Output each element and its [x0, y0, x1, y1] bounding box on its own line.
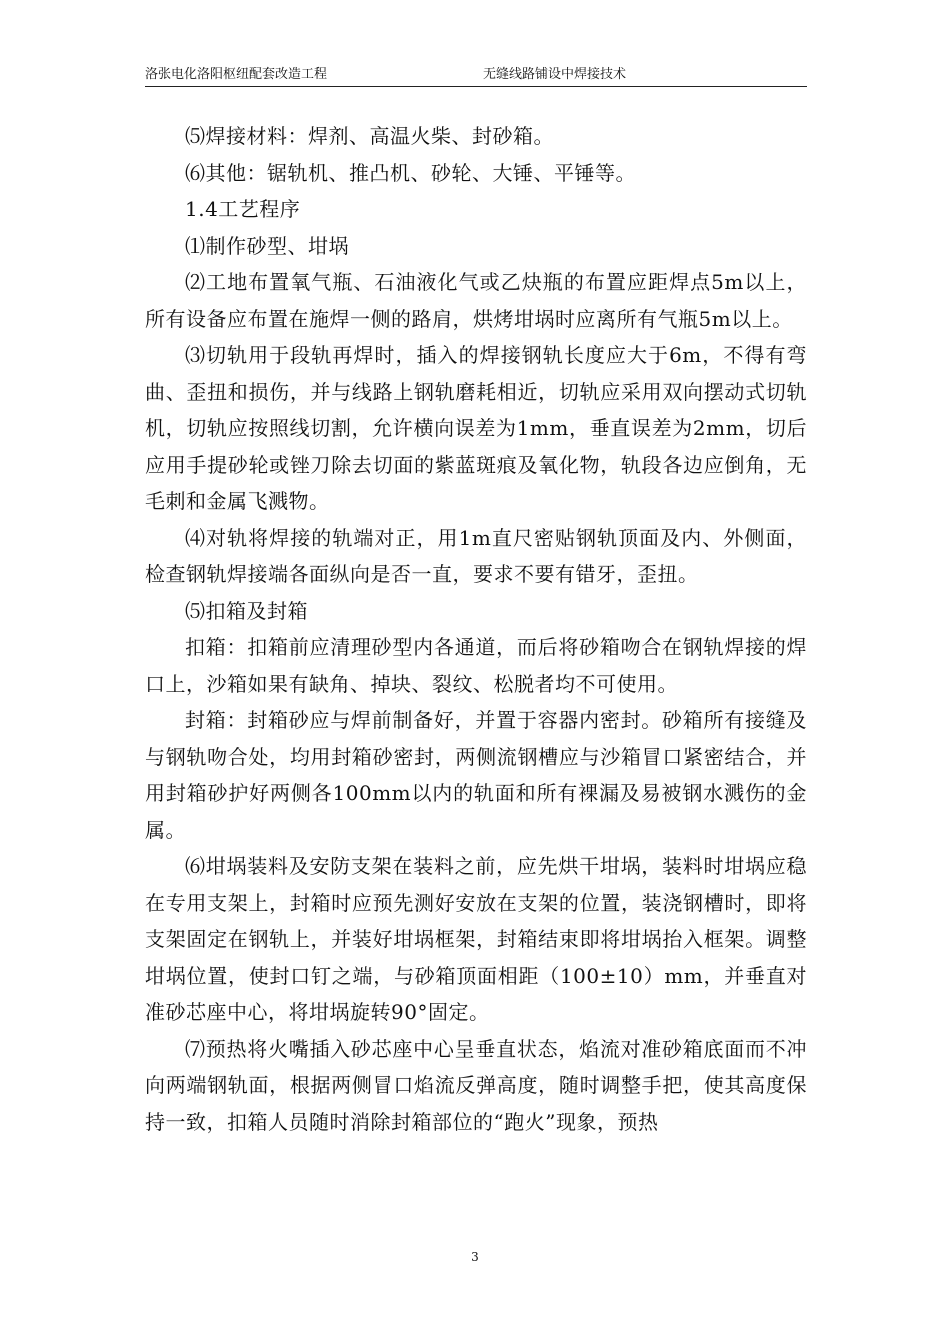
paragraph-rail-alignment: ⑷对轨将焊接的轨端对正，用1m直尺密贴钢轨顶面及内、外侧面，检查钢轨焊接端各面纵向是否一直，要求不要有错牙，歪扭。 — [145, 525, 807, 586]
paragraph-box-sealing: 封箱：封箱砂应与焊前制备好，并置于容器内密封。砂箱所有接缝及与钢轨吻合处，均用封箱砂密封，两侧流钢槽应与沙箱冒口紧密结合，并用封箱砂护好两侧各100mm以内的轨面和所有裸漏及易被钢水溅伤的金属。 — [145, 708, 807, 842]
paragraph-box-fitting: 扣箱：扣箱前应清理砂型内各通道，而后将砂箱吻合在钢轨焊接的焊口上，沙箱如果有缺角、掉块、裂纹、松脱者均不可使用。 — [145, 635, 807, 696]
header-project-name: 洛张电化洛阳枢纽配套改造工程 — [145, 67, 328, 82]
paragraph-other-tools: ⑹其他：锯轨机、推凸机、砂轮、大锤、平锤等。 — [185, 160, 636, 185]
paragraph-preheating: ⑺预热将火嘴插入砂芯座中心呈垂直状态，焰流对准砂箱底面而不冲向两端钢轨面，根据两侧冒口焰流反弹高度，随时调整手把，使其高度保持一致，扣箱人员随时消除封箱部位的“跑火”现象，预热 — [145, 1036, 807, 1134]
page-header — [145, 66, 807, 87]
header-chapter-title: 无缝线路铺设中焊接技术 — [483, 67, 627, 82]
page-number: 3 — [471, 1250, 479, 1264]
page-footer — [0, 1250, 950, 1264]
paragraph-welding-materials: ⑸焊接材料：焊剂、高温火柴、封砂箱。 — [185, 124, 554, 148]
paragraph-crucible-loading: ⑹坩埚装料及安防支架在装料之前，应先烘干坩埚，装料时坩埚应稳在专用支架上，封箱时应预先测好安放在支架的位置，装浇钢槽时，即将支架固定在钢轨上，并装好坩埚框架，封箱结束即将坩埚抬入框架。调整坩埚位置，使封口钉之端，与砂箱顶面相距（100±10）mm，并垂直对准砂芯座中心，将坩埚旋转90°固定。 — [145, 854, 807, 1024]
paragraph-sand-mold: ⑴制作砂型、坩埚 — [185, 233, 349, 258]
paragraph-rail-cutting: ⑶切轨用于段轨再焊时，插入的焊接钢轨长度应大于6m，不得有弯曲、歪扭和损伤，并与线路上钢轨磨耗相近，切轨应采用双向摆动式切轨机，切轨应按照线切割，允许横向误差为1mm，垂直误差为2mm，切后应用手提砂轮或锉刀除去切面的紫蓝斑痕及氧化物，轨段各边应倒角，无毛刺和金属飞溅物。 — [145, 343, 807, 513]
paragraph-box-sealing-heading: ⑸扣箱及封箱 — [185, 598, 308, 623]
document-body — [145, 118, 807, 1140]
paragraph-site-layout: ⑵工地布置氧气瓶、石油液化气或乙炔瓶的布置应距焊点5m以上，所有设备应布置在施焊一侧的路肩，烘烤坩埚时应离所有气瓶5m以上。 — [145, 270, 807, 331]
section-heading-process: 1.4工艺程序 — [185, 197, 301, 221]
